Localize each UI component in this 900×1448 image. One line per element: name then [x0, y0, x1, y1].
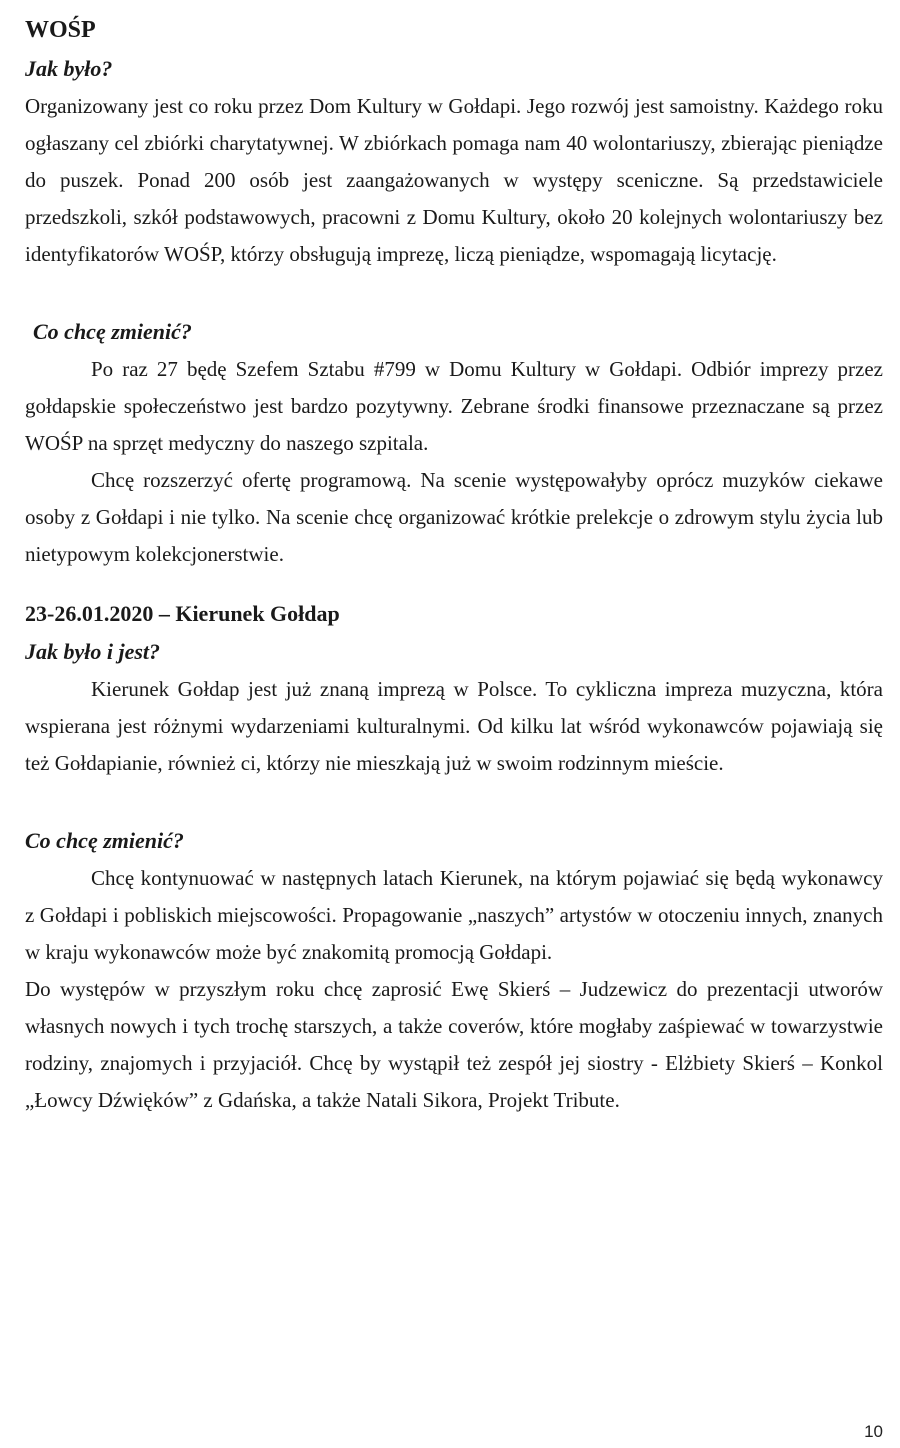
- paragraph-wosp-plan-1: Po raz 27 będę Szefem Sztabu #799 w Domu Kultury w Gołdapi. Odbiór imprezy przez gołdapskie społeczeństwo jest bardzo pozytywny. Zebrane środki finansowe przeznaczane są przez WOŚP na sprzęt medyczny do naszego szpitala.: [25, 357, 883, 455]
- spacer: [25, 782, 883, 822]
- document-page: [25, 10, 883, 1119]
- subheading-co-chce-zmienic-2: Co chcę zmienić?: [25, 828, 184, 853]
- subheading-co-chce-zmienic: Co chcę zmienić?: [33, 319, 192, 344]
- paragraph-wosp-history: Organizowany jest co roku przez Dom Kultury w Gołdapi. Jego rozwój jest samoistny. Każdego roku ogłaszany cel zbiórki charytatywnej. W zbiórkach pomaga nam 40 wolontariuszy, zbierając pieniądze do puszek. Ponad 200 osób jest zaangażowanych w występy sceniczne. Są przedstawiciele przedszkoli, szkół podstawowych, pracowni z Domu Kultury, około 20 kolejnych wolontariuszy bez identyfikatorów WOŚP, którzy obsługują imprezę, liczą pieniądze, wspomagają licytację.: [25, 94, 883, 266]
- paragraph-wosp-plan-2: Chcę rozszerzyć ofertę programową. Na scenie występowałyby oprócz muzyków ciekawe osoby z Gołdapi i nie tylko. Na scenie chcę organizować krótkie prelekcje o zdrowym stylu życia lub nietypowym kolekcjonerstwie.: [25, 468, 883, 566]
- subheading-jak-bylo: Jak było?: [25, 56, 113, 81]
- subheading-jak-bylo-i-jest: Jak było i jest?: [25, 639, 161, 664]
- page-number: 10: [864, 1422, 883, 1441]
- section-title-kierunek-goldap: 23-26.01.2020 – Kierunek Gołdap: [25, 601, 340, 626]
- section-title-wosp: WOŚP: [25, 17, 96, 43]
- paragraph-kierunek-plan-2: Do występów w przyszłym roku chcę zaprosić Ewę Skierś – Judzewicz do prezentacji utworów własnych nowych i tych trochę starszych, a także coverów, które mogłaby zaśpiewać w towarzystwie rodziny, znajomych i przyjaciół. Chcę by wystąpił też zespół jej siostry - Elżbiety Skierś – Konkol „Łowcy Dźwięków” z Gdańska, a także Natali Sikora, Projekt Tribute.: [25, 977, 883, 1112]
- paragraph-kierunek-plan-1: Chcę kontynuować w następnych latach Kierunek, na którym pojawiać się będą wykonawcy z Gołdapi i pobliskich miejscowości. Propagowanie „naszych” artystów w otoczeniu innych, znanych w kraju wykonawców może być znakomitą promocją Gołdapi.: [25, 866, 883, 964]
- spacer: [25, 273, 883, 313]
- paragraph-kierunek-history: Kierunek Gołdap jest już znaną imprezą w Polsce. To cykliczna impreza muzyczna, która wspierana jest różnymi wydarzeniami kulturalnymi. Od kilku lat wśród wykonawców pojawiają się też Gołdapianie, również ci, którzy nie mieszkają już w swoim rodzinnym mieście.: [25, 677, 883, 775]
- spacer: [25, 573, 883, 595]
